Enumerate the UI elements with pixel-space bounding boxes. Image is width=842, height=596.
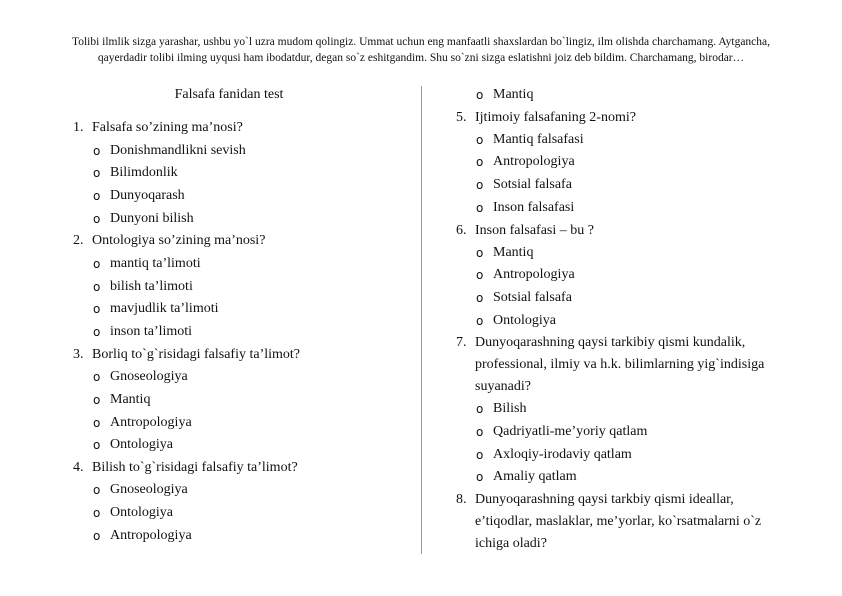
question-number: 2. (73, 233, 84, 249)
left-column (62, 86, 412, 548)
answer-option (62, 140, 412, 163)
circle-bullet-icon: o (476, 425, 484, 440)
question-number: 8. (456, 492, 467, 508)
option-text: Axloqiy-irodaviy qatlam (493, 446, 632, 462)
answer-option (445, 242, 790, 265)
question-item (62, 117, 412, 140)
question-number: 6. (456, 222, 467, 238)
question-text: Ontologiya so’zining ma’nosi? (92, 233, 266, 249)
question-number: 4. (73, 459, 84, 475)
circle-bullet-icon: o (93, 415, 101, 430)
answer-option (62, 366, 412, 389)
answer-option (62, 253, 412, 276)
option-text: Sotsial falsafa (493, 289, 572, 305)
question-text: Borliq to`g`risidagi falsafiy ta’limot? (92, 346, 301, 362)
circle-bullet-icon: o (476, 290, 484, 305)
answer-option (445, 197, 790, 220)
circle-bullet-icon: o (476, 178, 484, 193)
circle-bullet-icon: o (93, 392, 101, 407)
answer-option (62, 208, 412, 231)
circle-bullet-icon: o (93, 483, 101, 498)
option-text: inson ta’limoti (110, 323, 193, 339)
answer-option (62, 434, 412, 457)
circle-bullet-icon: o (476, 402, 484, 417)
question-text: Bilish to`g`risidagi falsafiy ta’limot? (92, 459, 298, 475)
option-text: Mantiq (493, 244, 534, 260)
answer-option (62, 525, 412, 548)
circle-bullet-icon: o (476, 200, 484, 215)
circle-bullet-icon: o (476, 447, 484, 462)
question-item (445, 220, 790, 242)
question-number: 1. (73, 120, 84, 135)
circle-bullet-icon: o (93, 302, 101, 317)
circle-bullet-icon: o (476, 155, 484, 170)
question-text: Falsafa so’zining ma’nosi? (92, 120, 243, 135)
circle-bullet-icon: o (476, 470, 484, 485)
option-text: Mantiq (110, 391, 151, 407)
option-text: Mantiq (493, 87, 534, 102)
answer-option (445, 174, 790, 197)
intro-paragraph: Tolibi ilmlik sizga yarashar, ushbu yo`l uzra mudom qolingiz. Ummat uchun eng manfaatli shaxslardan bo`lingiz, ilm olishda charchamang. Aytgancha, qayerdadir tolibi ilming uyqusi ham ibodatdur, degan so`z eshitgandim. Shu so`zni sizga eslatishni joiz deb bildim. Charchamang, birodar… (71, 36, 771, 64)
answer-option (445, 444, 790, 467)
option-text: mavjudlik ta’limoti (110, 301, 219, 317)
option-text: Ontologiya (493, 312, 556, 328)
circle-bullet-icon: o (93, 256, 101, 271)
answer-option (62, 502, 412, 525)
answer-option (62, 298, 412, 321)
question-number: 7. (456, 335, 467, 351)
option-text: Qadriyatli-me’yoriy qatlam (493, 424, 648, 440)
question-item (445, 489, 790, 555)
answer-option (62, 412, 412, 435)
option-text: Mantiq falsafasi (493, 131, 584, 147)
document-title: Falsafa fanidan test (174, 87, 284, 102)
question-item (445, 107, 790, 129)
circle-bullet-icon: o (476, 245, 484, 260)
option-text: mantiq ta’limoti (110, 255, 201, 271)
question-text: Dunyoqarashning qaysi tarkibiy qismi kundalik, professional, ilmiy va h.k. bilimlarning yig`indisiga suyanadi? (475, 335, 765, 395)
circle-bullet-icon: o (93, 324, 101, 339)
answer-option (445, 466, 790, 489)
question-item (62, 457, 412, 480)
circle-bullet-icon: o (93, 506, 101, 521)
option-text: Dunyoqarash (110, 187, 185, 203)
question-number: 3. (73, 346, 84, 362)
option-text: Donishmandlikni sevish (110, 142, 246, 158)
option-text: Antropologiya (110, 414, 192, 430)
option-text: Antropologiya (493, 267, 575, 283)
answer-option (62, 162, 412, 185)
question-text: Dunyoqarashning qaysi tarkbiy qismi ideallar, e’tiqodlar, maslaklar, me’yorlar, ko`rsatmalarni o`z ichiga oladi? (475, 492, 762, 552)
question-text: Inson falsafasi – bu ? (475, 222, 594, 238)
option-text: Bilimdonlik (110, 165, 178, 181)
question-number: 5. (456, 109, 467, 125)
option-text: Antropologiya (110, 527, 192, 543)
circle-bullet-icon: o (93, 370, 101, 385)
answer-option (445, 421, 790, 444)
circle-bullet-icon: o (93, 528, 101, 543)
circle-bullet-icon: o (476, 313, 484, 328)
option-text: Ontologiya (110, 505, 173, 521)
option-text: Ontologiya (110, 437, 173, 453)
circle-bullet-icon: o (93, 166, 101, 181)
answer-option (62, 321, 412, 344)
column-divider (421, 86, 422, 554)
answer-option (62, 389, 412, 412)
answer-option (445, 287, 790, 310)
question-item (62, 230, 412, 253)
option-text: Gnoseologiya (110, 482, 188, 498)
option-text: Inson falsafasi (493, 199, 575, 215)
answer-option (445, 310, 790, 333)
circle-bullet-icon: o (476, 132, 484, 147)
left-question-list (62, 117, 412, 548)
answer-option (62, 185, 412, 208)
answer-option (62, 479, 412, 502)
answer-option (445, 264, 790, 287)
option-text: Antropologiya (493, 154, 575, 170)
circle-bullet-icon: o (93, 211, 101, 226)
circle-bullet-icon: o (93, 188, 101, 203)
option-text: bilish ta’limoti (110, 278, 193, 294)
answer-option (445, 129, 790, 152)
circle-bullet-icon: o (93, 279, 101, 294)
circle-bullet-icon: o (93, 438, 101, 453)
circle-bullet-icon: o (476, 88, 484, 102)
option-text: Bilish (493, 401, 527, 417)
option-text: Sotsial falsafa (493, 177, 572, 193)
option-text: Gnoseologiya (110, 369, 188, 385)
option-text: Dunyoni bilish (110, 210, 194, 226)
answer-option (62, 276, 412, 299)
answer-option (445, 151, 790, 174)
option-text: Amaliy qatlam (493, 469, 577, 485)
answer-option (445, 84, 790, 107)
right-column (445, 86, 790, 555)
circle-bullet-icon: o (476, 268, 484, 283)
circle-bullet-icon: o (93, 143, 101, 158)
question-text: Ijtimoiy falsafaning 2-nomi? (475, 109, 636, 125)
question-item (62, 344, 412, 367)
right-question-list (445, 84, 790, 555)
answer-option (445, 398, 790, 421)
question-item (445, 332, 790, 398)
